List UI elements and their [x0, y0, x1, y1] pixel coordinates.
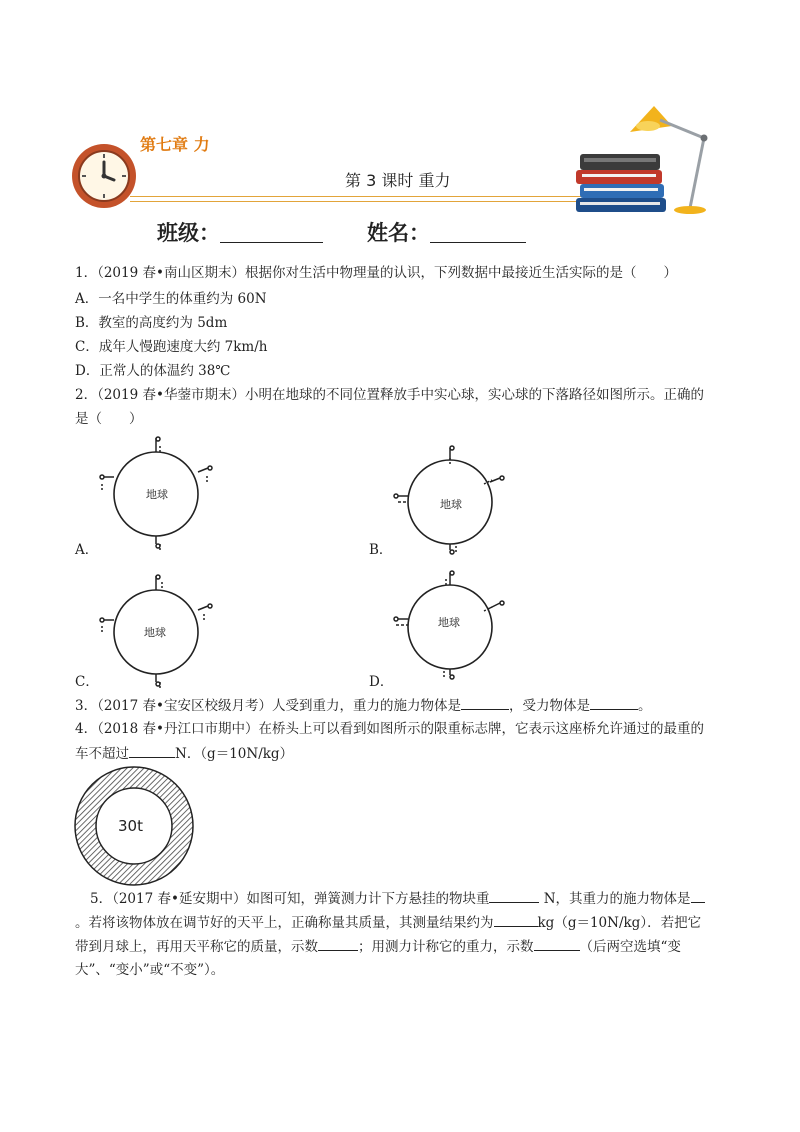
q5-blank-mass[interactable] — [494, 912, 538, 927]
q3-part3: 。 — [637, 698, 652, 714]
class-blank[interactable] — [220, 220, 323, 243]
q1-option-b[interactable]: B．教室的高度约为 5dm — [75, 315, 228, 331]
q2-option-d[interactable]: D． — [369, 674, 394, 690]
q5-l3-c: （后两空选填“变 — [579, 939, 681, 955]
q3-blank-force-receiver[interactable] — [590, 695, 638, 710]
name-blank[interactable] — [430, 220, 526, 243]
q5-blank-force-source[interactable] — [691, 888, 705, 903]
q5-line2 — [75, 912, 701, 933]
q4-line1: 4．（2018 春•丹江口市期中）在桥头上可以看到如图所示的限重标志牌，它表示这座桥允许通过的最重的 — [75, 721, 704, 737]
q5-l2-a: 。若将该物体放在调节好的天平上，正确称量其质量，其测量结果约为 — [75, 915, 494, 931]
q1-stem: 1．（2019 春•南山区期末）根据你对生活中物理量的认识，下列数据中最接近生活实际的是（ ） — [75, 265, 677, 281]
q4-line2 — [75, 743, 293, 764]
chapter-title: 第七章 力 — [140, 135, 210, 154]
q2-a-planet-label: 地球 — [146, 488, 168, 501]
q3-text — [75, 695, 651, 716]
q4-blank-max-weight[interactable] — [129, 743, 175, 758]
lesson-title: 第 3 课时 重力 — [345, 171, 451, 190]
q2-option-c[interactable]: C． — [75, 674, 99, 690]
name-label: 姓名： — [367, 221, 430, 245]
q5-l3-a: 带到月球上，再用天平称它的质量，示数 — [75, 939, 318, 955]
q2-b-planet-label: 地球 — [440, 498, 462, 511]
q5-line3 — [75, 936, 681, 957]
class-field[interactable] — [157, 217, 323, 247]
clock-icon — [70, 142, 138, 210]
q2-d-planet-label: 地球 — [438, 616, 460, 629]
weight-limit-value: 30t — [118, 817, 143, 835]
q3-part2: ，受力物体是 — [508, 698, 590, 714]
class-label: 班级： — [157, 221, 220, 245]
q5-line4: 大”、“变小”或“不变”）。 — [75, 962, 225, 978]
q5-blank-weight[interactable] — [489, 888, 539, 903]
q4-line2-part2: N．（g＝10N/kg） — [175, 746, 294, 762]
q2-stem-line2: 是（ ） — [75, 411, 143, 427]
q3-blank-force-source[interactable] — [461, 695, 509, 710]
q5-blank-moon-weight[interactable] — [534, 936, 580, 951]
q2-option-b[interactable]: B． — [369, 542, 393, 558]
name-field[interactable] — [367, 217, 526, 247]
q5-line1 — [90, 888, 705, 909]
books-and-lamp-illustration — [572, 96, 722, 218]
q4-line2-part1: 车不超过 — [75, 746, 129, 762]
header-rule — [130, 196, 605, 197]
q5-l1-a: 5．（2017 春•延安期中）如图可知，弹簧测力计下方悬挂的物块重 — [90, 891, 490, 907]
q5-blank-moon-mass[interactable] — [318, 936, 358, 951]
q1-option-d[interactable]: D．正常人的体温约 38℃ — [75, 363, 231, 379]
q3-part1: 3．（2017 春•宝安区校级月考）人受到重力，重力的施力物体是 — [75, 698, 461, 714]
q5-l3-b: ；用测力计称它的重力，示数 — [358, 939, 534, 955]
q2-option-a[interactable]: A． — [75, 542, 99, 558]
q5-l1-b: N，其重力的施力物体是 — [539, 891, 691, 907]
q1-option-c[interactable]: C．成年人慢跑速度大约 7km/h — [75, 339, 268, 355]
q2-stem-line1: 2．（2019 春•华蓥市期末）小明在地球的不同位置释放手中实心球，实心球的下落路径如图所示。正确的 — [75, 387, 704, 403]
q2-c-planet-label: 地球 — [144, 626, 166, 639]
header-rule-thin — [130, 201, 605, 202]
q5-l2-b: kg（g＝10N/kg）．若把它 — [537, 915, 702, 931]
q1-option-a[interactable]: A．一名中学生的体重约为 60N — [75, 291, 267, 307]
